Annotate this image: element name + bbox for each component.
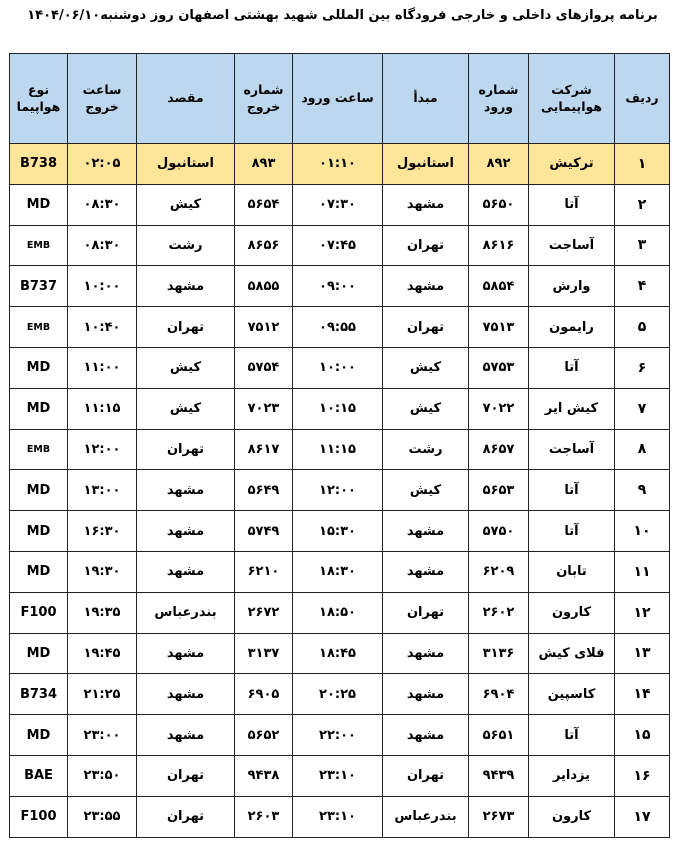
aircraft-type-cell: MD bbox=[10, 551, 68, 592]
row-number-cell: ۸ bbox=[615, 429, 670, 470]
arrival-number-cell: ۸۶۱۶ bbox=[469, 225, 529, 266]
arrival-time-cell: ۱۸:۴۵ bbox=[293, 633, 383, 674]
airline-cell: ترکیش bbox=[529, 144, 615, 185]
row-number-cell: ۴ bbox=[615, 266, 670, 307]
departure-number-cell: ۸۹۳ bbox=[235, 144, 293, 185]
origin-cell: مشهد bbox=[383, 511, 469, 552]
flight-schedule-table bbox=[9, 53, 670, 838]
origin-cell: استانبول bbox=[383, 144, 469, 185]
departure-time-cell: ۰۸:۳۰ bbox=[68, 225, 137, 266]
origin-cell: مشهد bbox=[383, 674, 469, 715]
destination-cell: کیش bbox=[137, 347, 235, 388]
departure-time-cell: ۱۹:۴۵ bbox=[68, 633, 137, 674]
table-row bbox=[10, 388, 670, 429]
arrival-time-cell: ۲۲:۰۰ bbox=[293, 715, 383, 756]
row-number-cell: ۷ bbox=[615, 388, 670, 429]
departure-number-cell: ۵۷۴۹ bbox=[235, 511, 293, 552]
departure-time-cell: ۲۳:۵۰ bbox=[68, 755, 137, 796]
airline-cell: وارش bbox=[529, 266, 615, 307]
aircraft-type-cell: F100 bbox=[10, 796, 68, 837]
departure-time-cell: ۱۹:۳۵ bbox=[68, 592, 137, 633]
departure-time-cell: ۰۲:۰۵ bbox=[68, 144, 137, 185]
aircraft-type-cell: MD bbox=[10, 347, 68, 388]
header-destination: مقصد bbox=[137, 54, 235, 144]
table-row bbox=[10, 511, 670, 552]
arrival-time-cell: ۱۰:۱۵ bbox=[293, 388, 383, 429]
arrival-number-cell: ۸۹۲ bbox=[469, 144, 529, 185]
table-row bbox=[10, 796, 670, 837]
aircraft-type-cell: B738 bbox=[10, 144, 68, 185]
airline-cell: کیش ایر bbox=[529, 388, 615, 429]
aircraft-type-cell: EMB bbox=[10, 429, 68, 470]
arrival-time-cell: ۰۷:۴۵ bbox=[293, 225, 383, 266]
aircraft-type-cell: F100 bbox=[10, 592, 68, 633]
table-row bbox=[10, 184, 670, 225]
airline-cell: رایمون bbox=[529, 307, 615, 348]
row-number-cell: ۱۵ bbox=[615, 715, 670, 756]
table-row bbox=[10, 715, 670, 756]
header-origin: مبدأ bbox=[383, 54, 469, 144]
departure-number-cell: ۷۰۲۳ bbox=[235, 388, 293, 429]
destination-cell: تهران bbox=[137, 796, 235, 837]
departure-number-cell: ۵۶۴۹ bbox=[235, 470, 293, 511]
departure-time-cell: ۱۲:۰۰ bbox=[68, 429, 137, 470]
destination-cell: کیش bbox=[137, 184, 235, 225]
arrival-time-cell: ۰۹:۰۰ bbox=[293, 266, 383, 307]
header-departure-time: ساعت خروج bbox=[68, 54, 137, 144]
row-number-cell: ۱۶ bbox=[615, 755, 670, 796]
arrival-time-cell: ۰۹:۵۵ bbox=[293, 307, 383, 348]
arrival-time-cell: ۱۱:۱۵ bbox=[293, 429, 383, 470]
origin-cell: مشهد bbox=[383, 715, 469, 756]
arrival-number-cell: ۷۵۱۳ bbox=[469, 307, 529, 348]
header-arrival-time: ساعت ورود bbox=[293, 54, 383, 144]
table-row bbox=[10, 674, 670, 715]
arrival-number-cell: ۵۷۵۳ bbox=[469, 347, 529, 388]
airline-cell: یزدایر bbox=[529, 755, 615, 796]
aircraft-type-cell: MD bbox=[10, 633, 68, 674]
origin-cell: مشهد bbox=[383, 184, 469, 225]
table-header-row bbox=[10, 54, 670, 144]
row-number-cell: ۱۲ bbox=[615, 592, 670, 633]
aircraft-type-cell: EMB bbox=[10, 225, 68, 266]
destination-cell: استانبول bbox=[137, 144, 235, 185]
aircraft-type-cell: MD bbox=[10, 388, 68, 429]
departure-number-cell: ۸۶۵۶ bbox=[235, 225, 293, 266]
table-row bbox=[10, 592, 670, 633]
departure-number-cell: ۶۹۰۵ bbox=[235, 674, 293, 715]
arrival-number-cell: ۵۸۵۴ bbox=[469, 266, 529, 307]
airline-cell: کارون bbox=[529, 796, 615, 837]
departure-time-cell: ۲۳:۰۰ bbox=[68, 715, 137, 756]
table-row bbox=[10, 429, 670, 470]
destination-cell: تهران bbox=[137, 755, 235, 796]
origin-cell: تهران bbox=[383, 225, 469, 266]
destination-cell: مشهد bbox=[137, 674, 235, 715]
row-number-cell: ۱۳ bbox=[615, 633, 670, 674]
arrival-number-cell: ۵۶۵۳ bbox=[469, 470, 529, 511]
row-number-cell: ۳ bbox=[615, 225, 670, 266]
departure-time-cell: ۱۰:۰۰ bbox=[68, 266, 137, 307]
arrival-time-cell: ۱۸:۳۰ bbox=[293, 551, 383, 592]
arrival-number-cell: ۵۶۵۰ bbox=[469, 184, 529, 225]
row-number-cell: ۶ bbox=[615, 347, 670, 388]
arrival-number-cell: ۷۰۲۲ bbox=[469, 388, 529, 429]
aircraft-type-cell: BAE bbox=[10, 755, 68, 796]
departure-time-cell: ۱۹:۳۰ bbox=[68, 551, 137, 592]
destination-cell: بندرعباس bbox=[137, 592, 235, 633]
origin-cell: مشهد bbox=[383, 633, 469, 674]
airline-cell: آتا bbox=[529, 511, 615, 552]
arrival-time-cell: ۲۰:۲۵ bbox=[293, 674, 383, 715]
aircraft-type-cell: MD bbox=[10, 511, 68, 552]
departure-time-cell: ۲۱:۲۵ bbox=[68, 674, 137, 715]
table-row bbox=[10, 755, 670, 796]
airline-cell: فلای کیش bbox=[529, 633, 615, 674]
destination-cell: مشهد bbox=[137, 715, 235, 756]
origin-cell: تهران bbox=[383, 592, 469, 633]
airline-cell: آتا bbox=[529, 715, 615, 756]
arrival-number-cell: ۶۹۰۴ bbox=[469, 674, 529, 715]
destination-cell: کیش bbox=[137, 388, 235, 429]
departure-number-cell: ۲۶۷۲ bbox=[235, 592, 293, 633]
origin-cell: بندرعباس bbox=[383, 796, 469, 837]
row-number-cell: ۱۷ bbox=[615, 796, 670, 837]
departure-time-cell: ۲۳:۵۵ bbox=[68, 796, 137, 837]
departure-number-cell: ۵۶۵۲ bbox=[235, 715, 293, 756]
arrival-number-cell: ۵۶۵۱ bbox=[469, 715, 529, 756]
table-row bbox=[10, 470, 670, 511]
airline-cell: تابان bbox=[529, 551, 615, 592]
arrival-number-cell: ۳۱۳۶ bbox=[469, 633, 529, 674]
origin-cell: کیش bbox=[383, 388, 469, 429]
destination-cell: مشهد bbox=[137, 266, 235, 307]
header-aircraft-type: نوع هواپیما bbox=[10, 54, 68, 144]
arrival-time-cell: ۲۳:۱۰ bbox=[293, 796, 383, 837]
arrival-time-cell: ۱۰:۰۰ bbox=[293, 347, 383, 388]
arrival-time-cell: ۰۷:۳۰ bbox=[293, 184, 383, 225]
table-row bbox=[10, 551, 670, 592]
destination-cell: تهران bbox=[137, 307, 235, 348]
airline-cell: آساجت bbox=[529, 429, 615, 470]
destination-cell: تهران bbox=[137, 429, 235, 470]
aircraft-type-cell: MD bbox=[10, 715, 68, 756]
aircraft-type-cell: B737 bbox=[10, 266, 68, 307]
destination-cell: مشهد bbox=[137, 551, 235, 592]
origin-cell: کیش bbox=[383, 470, 469, 511]
aircraft-type-cell: EMB bbox=[10, 307, 68, 348]
arrival-time-cell: ۲۳:۱۰ bbox=[293, 755, 383, 796]
departure-time-cell: ۱۰:۴۰ bbox=[68, 307, 137, 348]
arrival-number-cell: ۹۴۳۹ bbox=[469, 755, 529, 796]
origin-cell: تهران bbox=[383, 755, 469, 796]
table-row bbox=[10, 225, 670, 266]
aircraft-type-cell: MD bbox=[10, 470, 68, 511]
departure-time-cell: ۱۱:۱۵ bbox=[68, 388, 137, 429]
departure-number-cell: ۹۴۳۸ bbox=[235, 755, 293, 796]
departure-time-cell: ۱۶:۳۰ bbox=[68, 511, 137, 552]
destination-cell: مشهد bbox=[137, 470, 235, 511]
airline-cell: کارون bbox=[529, 592, 615, 633]
header-airline: شرکت هواپیمایی bbox=[529, 54, 615, 144]
arrival-time-cell: ۱۸:۵۰ bbox=[293, 592, 383, 633]
departure-number-cell: ۵۷۵۴ bbox=[235, 347, 293, 388]
row-number-cell: ۹ bbox=[615, 470, 670, 511]
destination-cell: مشهد bbox=[137, 633, 235, 674]
arrival-number-cell: ۵۷۵۰ bbox=[469, 511, 529, 552]
airline-cell: آتا bbox=[529, 470, 615, 511]
header-arrival-number: شماره ورود bbox=[469, 54, 529, 144]
header-departure-number: شماره خروج bbox=[235, 54, 293, 144]
arrival-time-cell: ۰۱:۱۰ bbox=[293, 144, 383, 185]
arrival-time-cell: ۱۵:۳۰ bbox=[293, 511, 383, 552]
table-row bbox=[10, 266, 670, 307]
origin-cell: تهران bbox=[383, 307, 469, 348]
page-title: برنامه پروازهای داخلی و خارجی فرودگاه بین المللی شهید بهشتی اصفهان روز دوشنبه۱۴۰۴/۰۶/۱۰ bbox=[27, 8, 658, 23]
table-row bbox=[10, 307, 670, 348]
arrival-number-cell: ۶۲۰۹ bbox=[469, 551, 529, 592]
departure-time-cell: ۱۱:۰۰ bbox=[68, 347, 137, 388]
departure-time-cell: ۱۳:۰۰ bbox=[68, 470, 137, 511]
departure-number-cell: ۸۶۱۷ bbox=[235, 429, 293, 470]
header-row-number: ردیف bbox=[615, 54, 670, 144]
row-number-cell: ۱۴ bbox=[615, 674, 670, 715]
row-number-cell: ۵ bbox=[615, 307, 670, 348]
origin-cell: مشهد bbox=[383, 266, 469, 307]
arrival-number-cell: ۸۶۵۷ bbox=[469, 429, 529, 470]
destination-cell: رشت bbox=[137, 225, 235, 266]
table-row bbox=[10, 633, 670, 674]
origin-cell: کیش bbox=[383, 347, 469, 388]
airline-cell: آتا bbox=[529, 347, 615, 388]
origin-cell: مشهد bbox=[383, 551, 469, 592]
row-number-cell: ۱۰ bbox=[615, 511, 670, 552]
departure-number-cell: ۵۸۵۵ bbox=[235, 266, 293, 307]
departure-number-cell: ۳۱۳۷ bbox=[235, 633, 293, 674]
departure-time-cell: ۰۸:۳۰ bbox=[68, 184, 137, 225]
departure-number-cell: ۶۲۱۰ bbox=[235, 551, 293, 592]
row-number-cell: ۱۱ bbox=[615, 551, 670, 592]
arrival-time-cell: ۱۲:۰۰ bbox=[293, 470, 383, 511]
airline-cell: آتا bbox=[529, 184, 615, 225]
row-number-cell: ۲ bbox=[615, 184, 670, 225]
aircraft-type-cell: MD bbox=[10, 184, 68, 225]
arrival-number-cell: ۲۶۰۲ bbox=[469, 592, 529, 633]
airline-cell: کاسپین bbox=[529, 674, 615, 715]
table-row bbox=[10, 347, 670, 388]
departure-number-cell: ۲۶۰۳ bbox=[235, 796, 293, 837]
departure-number-cell: ۷۵۱۲ bbox=[235, 307, 293, 348]
arrival-number-cell: ۲۶۷۳ bbox=[469, 796, 529, 837]
departure-number-cell: ۵۶۵۴ bbox=[235, 184, 293, 225]
destination-cell: مشهد bbox=[137, 511, 235, 552]
row-number-cell: ۱ bbox=[615, 144, 670, 185]
aircraft-type-cell: B734 bbox=[10, 674, 68, 715]
origin-cell: رشت bbox=[383, 429, 469, 470]
airline-cell: آساجت bbox=[529, 225, 615, 266]
table-row bbox=[10, 144, 670, 185]
